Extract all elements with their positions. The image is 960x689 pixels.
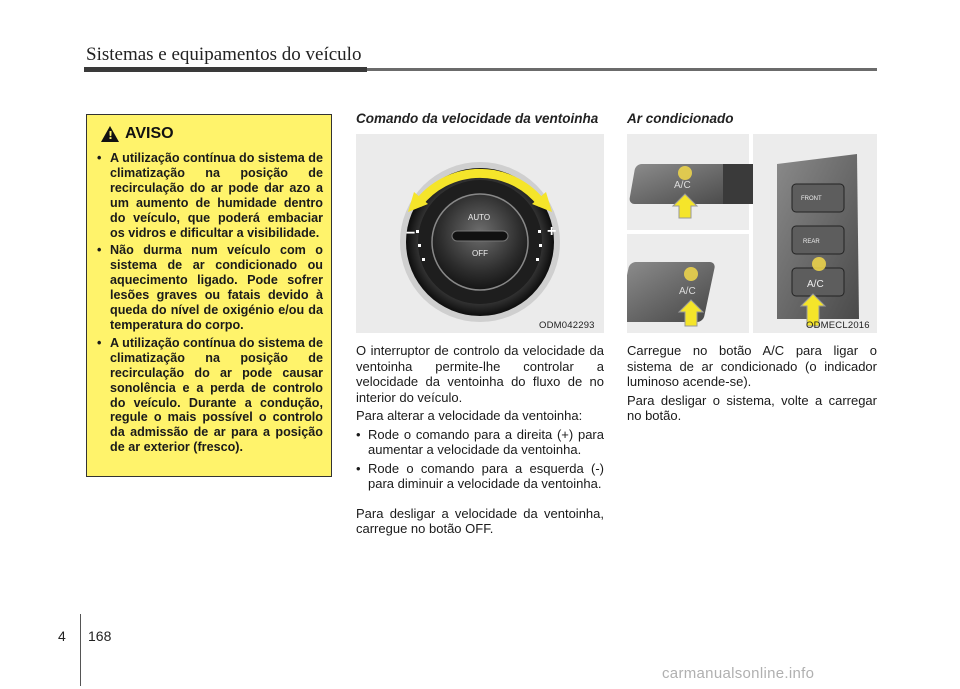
fan-bullet-2: • Rode o comando para a esquerda (-) para diminuir a velocidade da ventoinha.: [356, 461, 604, 492]
fan-body-text: [356, 343, 604, 540]
fan-knob-illustration: [356, 134, 604, 333]
ac-section-title: Ar condicionado: [627, 111, 734, 126]
header-rule-accent: [84, 67, 367, 72]
ac-label-top: A/C: [674, 180, 691, 191]
watermark: carmanualsonline.info: [662, 665, 815, 682]
fan-para-3: Para desligar a velocidade da ventoinha, carregue no botão OFF.: [356, 505, 604, 536]
page-header-title: Sistemas e equipamentos do veículo: [86, 44, 362, 65]
fan-bullet-1: • Rode o comando para a direita (+) para aumentar a velocidade da ventoinha.: [356, 427, 604, 458]
warning-item: • A utilização contínua do sistema de climatização na posição de recirculação do ar pode causar sonolência e a perda de controlo do veículo. Durante a condução, regule o mais possível o controlo da admissão de ar para a posição de ar exterior (fresco).: [97, 336, 323, 455]
ac-para-2: Para desligar o sistema, volte a carregar no botão.: [627, 392, 877, 423]
knob-off-label: OFF: [472, 249, 488, 258]
warning-item: • Não durma num veículo com o sistema de ar condicionado ou aquecimento ligado. Pode sofrer lesões graves ou fatais devido à queda do nível de oxigénio e/ou da temperatura do corpo.: [97, 243, 323, 332]
ac-button-illustration: [627, 134, 877, 333]
ac-para-1: Carregue no botão A/C para ligar o sistema de ar condicionado (o indicador luminoso acende-se).: [627, 343, 877, 389]
ac-figure-code: ODMECL2016: [806, 320, 870, 331]
rear-label: REAR: [803, 239, 820, 245]
warning-box: [86, 114, 332, 477]
ac-label-bottom: A/C: [679, 286, 696, 297]
fan-figure-code: ODM042293: [539, 320, 595, 331]
ac-label-right: A/C: [807, 279, 824, 290]
plus-label: +: [547, 223, 557, 240]
front-label: FRONT: [801, 196, 822, 202]
warning-header: [101, 123, 323, 145]
minus-label: −: [406, 225, 416, 242]
warning-triangle-icon: [101, 126, 119, 142]
fan-knob-figure: [356, 134, 604, 333]
warning-list: [97, 151, 323, 455]
knob-auto-label: AUTO: [468, 213, 491, 222]
page-number-rule: [80, 614, 81, 686]
page-number: 168: [88, 628, 112, 644]
fan-para-1: O interruptor de controlo da velocidade da ventoinha permite-lhe controlar a velocidade da ventoinha do fluxo de no interior do veículo.: [356, 343, 604, 405]
warning-item: • A utilização contínua do sistema de climatização na posição de recirculação do ar pode dar azo a um aumento de humidade dentro do veículo, que poderá embaciar os vidros e dificultar a visibilidade.: [97, 151, 323, 240]
ac-button-figure: [627, 134, 877, 333]
chapter-number: 4: [58, 628, 66, 644]
ac-body-text: [627, 343, 877, 427]
warning-title: AVISO: [125, 125, 174, 142]
fan-para-2: Para alterar a velocidade da ventoinha:: [356, 408, 583, 423]
fan-section-title: Comando da velocidade da ventoinha: [356, 111, 599, 126]
